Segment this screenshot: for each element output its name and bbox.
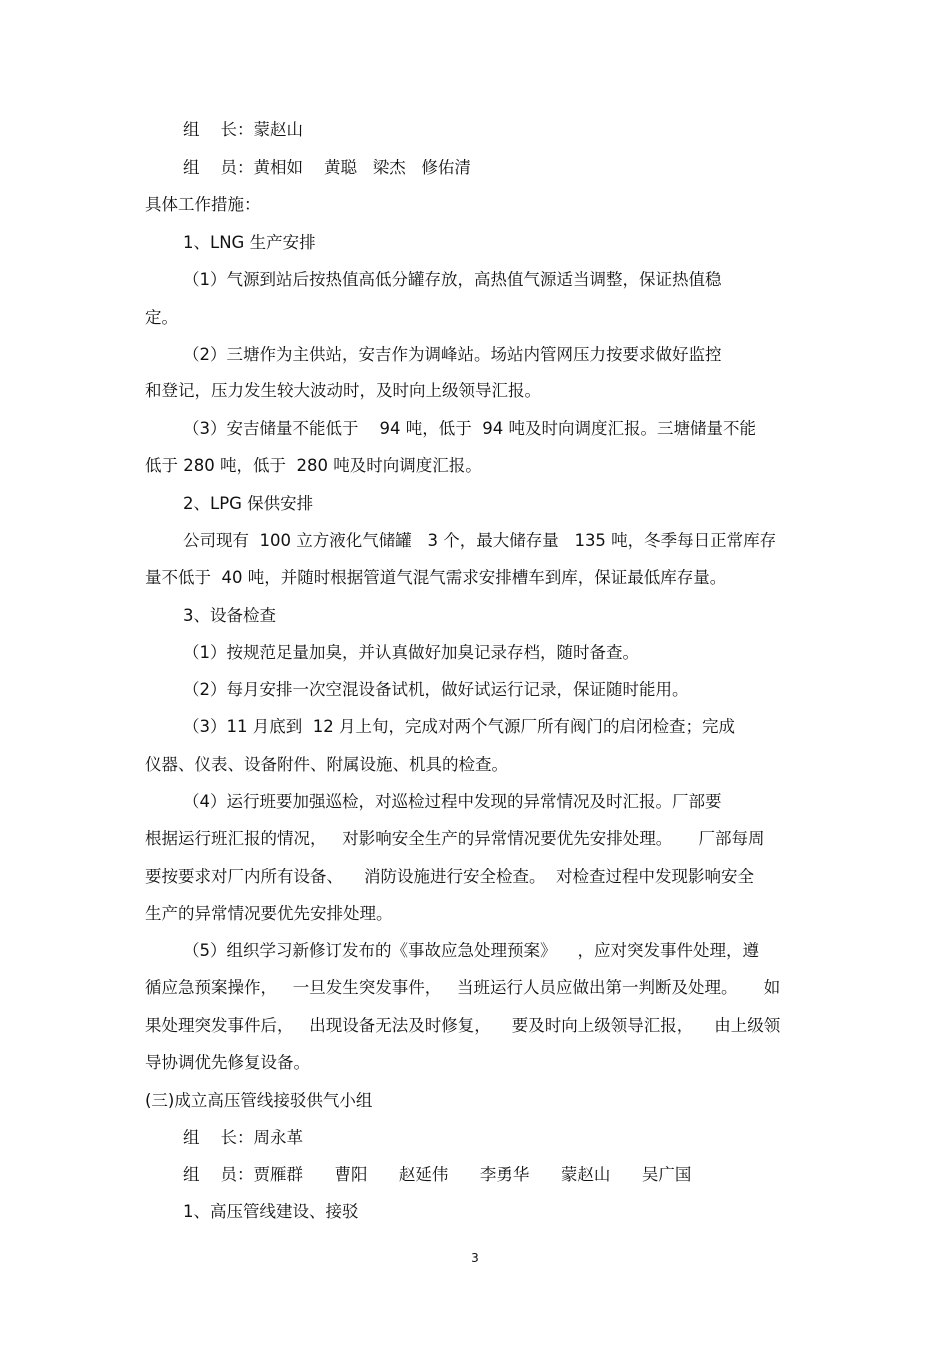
subheading-lpg: 2、LPG 保供安排: [183, 494, 314, 513]
paragraph-line: （5）组织学习新修订发布的《事故应急处理预案》 ，应对突发事件处理，遵: [183, 941, 759, 960]
paragraph-line: 量不低于 40 吨，并随时根据管道气混气需求安排槽车到库，保证最低库存量。: [145, 568, 727, 587]
paragraph-line: （3）11 月底到 12 月上旬，完成对两个气源厂所有阀门的启闭检查；完成: [183, 717, 735, 736]
paragraph-line: 果处理突发事件后， 出现设备无法及时修复， 要及时向上级领导汇报， 由上级领: [145, 1016, 781, 1035]
paragraph-line: （2）三塘作为主供站，安吉作为调峰站。场站内管网压力按要求做好监控: [183, 345, 722, 364]
paragraph-line: （3）安吉储量不能低于 94 吨，低于 94 吨及时向调度汇报。三塘储量不能: [183, 419, 756, 438]
subheading-high-pressure-construction: 1、高压管线建设、接驳: [183, 1202, 359, 1221]
group-leader-line: 组 长：周永革: [183, 1128, 303, 1147]
paragraph-line: 生产的异常情况要优先安排处理。: [145, 904, 393, 923]
paragraph-line: 公司现有 100 立方液化气储罐 3 个，最大储存量 135 吨，冬季每日正常库存: [183, 531, 777, 550]
paragraph-line: （1）气源到站后按热值高低分罐存放，高热值气源适当调整，保证热值稳: [183, 270, 722, 289]
group-members-line: 组 员：贾雁群 曹阳 赵延伟 李勇华 蒙赵山 吴广国: [183, 1165, 692, 1184]
subheading-equipment: 3、设备检查: [183, 606, 276, 625]
section-heading-high-pressure: (三)成立高压管线接驳供气小组: [145, 1091, 373, 1110]
section-heading-measures: 具体工作措施：: [145, 195, 261, 214]
paragraph-line: 仪器、仪表、设备附件、附属设施、机具的检查。: [145, 755, 508, 774]
group-members-line: 组 员：黄相如 黄聪 梁杰 修佑清: [183, 158, 471, 177]
page-number: 3: [471, 1251, 479, 1265]
paragraph-line: 循应急预案操作， 一旦发生突发事件， 当班运行人员应做出第一判断及处理。 如: [145, 978, 781, 997]
paragraph-line: 要按要求对厂内所有设备、 消防设施进行安全检查。 对检查过程中发现影响安全: [145, 867, 754, 886]
paragraph-line: 定。: [145, 308, 178, 327]
paragraph-line: （2）每月安排一次空混设备试机，做好试运行记录，保证随时能用。: [183, 680, 689, 699]
paragraph-line: 导协调优先修复设备。: [145, 1053, 310, 1072]
paragraph-line: （4）运行班要加强巡检，对巡检过程中发现的异常情况及时汇报。厂部要: [183, 792, 722, 811]
paragraph-line: （1）按规范足量加臭，并认真做好加臭记录存档，随时备查。: [183, 643, 639, 662]
paragraph-line: 低于 280 吨，低于 280 吨及时向调度汇报。: [145, 456, 482, 475]
paragraph-line: 和登记，压力发生较大波动时，及时向上级领导汇报。: [145, 381, 541, 400]
subheading-lng: 1、LNG 生产安排: [183, 233, 316, 252]
group-leader-line: 组 长：蒙赵山: [183, 120, 303, 139]
paragraph-line: 根据运行班汇报的情况， 对影响安全生产的异常情况要优先安排处理。 厂部每周: [145, 829, 765, 848]
